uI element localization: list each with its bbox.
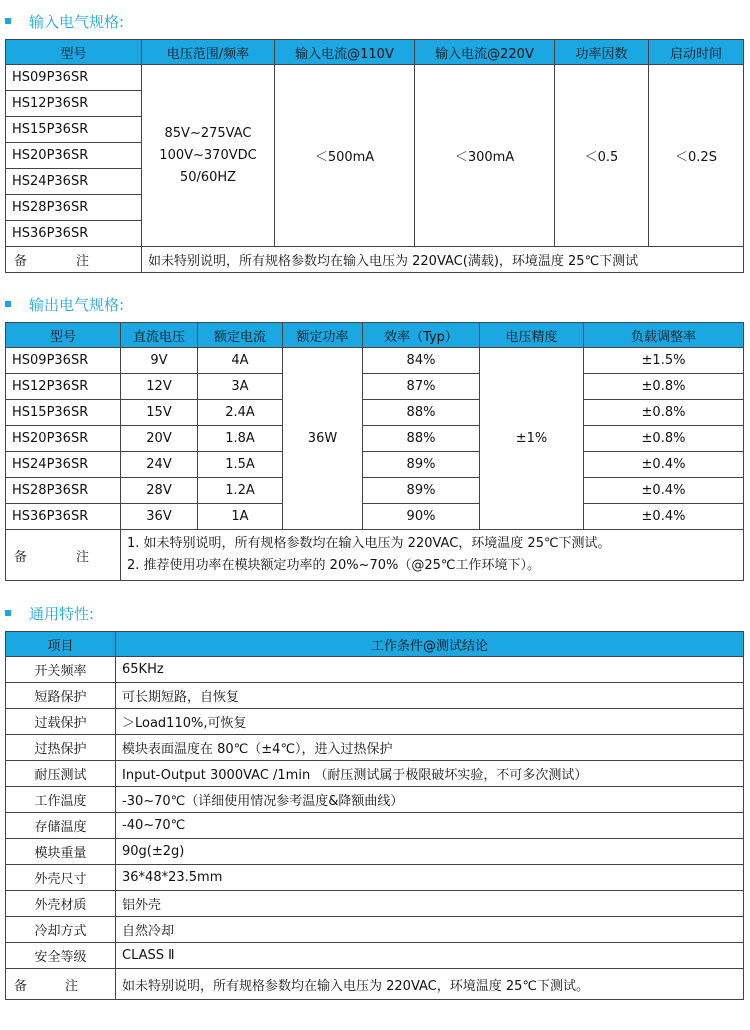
model-cell: HS09P36SR	[6, 65, 142, 91]
general-header-cell: 工作条件@测试结论	[116, 632, 744, 657]
section-bullet-icon	[5, 610, 11, 616]
model-cell: HS12P36SR	[6, 91, 142, 117]
rated-power-cell: 36W	[283, 348, 363, 530]
note-row	[6, 969, 744, 1000]
output-header-cell: 电压精度	[480, 323, 584, 348]
input-header-cell: 型号	[6, 40, 142, 65]
output-section-title: 输出电气规格:	[29, 295, 125, 314]
general-spec-table	[5, 631, 744, 1000]
table-row	[6, 478, 744, 504]
input-current-110-cell: ＜500mA	[275, 65, 415, 247]
note-label: 备注	[14, 978, 78, 994]
voltage-range-line: 100V~370VDC	[159, 147, 257, 163]
section-bullet-icon	[5, 301, 11, 307]
value-cell: -30~70℃（详细使用情况参考温度&降额曲线）	[116, 787, 744, 813]
efficiency-cell: 89%	[363, 452, 480, 478]
note-label: 备注	[14, 254, 89, 269]
load-regulation-cell: ±0.4%	[584, 478, 744, 504]
output-header-cell: 型号	[6, 323, 121, 348]
section-bullet-icon	[5, 18, 11, 24]
model-cell: HS24P36SR	[6, 169, 142, 195]
efficiency-cell: 89%	[363, 478, 480, 504]
input-header-row	[6, 40, 744, 65]
item-cell: 耐压测试	[6, 761, 116, 787]
efficiency-cell: 88%	[363, 426, 480, 452]
dc-voltage-cell: 36V	[121, 504, 198, 530]
item-cell: 外壳材质	[6, 891, 116, 917]
input-current-220-cell: ＜300mA	[415, 65, 555, 247]
table-row	[6, 374, 744, 400]
value-cell: 可长期短路，自恢复	[116, 683, 744, 709]
note-text: 如未特别说明，所有规格参数均在输入电压为 220VAC(满载)，环境温度 25℃下测试	[142, 247, 744, 273]
dc-voltage-cell: 15V	[121, 400, 198, 426]
efficiency-cell: 90%	[363, 504, 480, 530]
table-row	[6, 917, 744, 943]
load-regulation-cell: ±0.8%	[584, 426, 744, 452]
voltage-range-line: 85V~275VAC	[164, 125, 252, 141]
input-header-cell: 输入电流@220V	[415, 40, 555, 65]
general-header-row	[6, 632, 744, 657]
input-header-cell: 电压范围/频率	[142, 40, 275, 65]
note-text: 如未特别说明，所有规格参数均在输入电压为 220VAC，环境温度 25℃下测试。	[116, 969, 744, 1000]
model-cell: HS20P36SR	[6, 426, 121, 452]
general-header-cell: 项目	[6, 632, 116, 657]
note-text-cell	[121, 530, 744, 581]
dc-voltage-cell: 9V	[121, 348, 198, 374]
note-line: 1. 如未特别说明，所有规格参数均在输入电压为 220VAC，环境温度 25℃下测试。	[127, 536, 611, 551]
dc-voltage-cell: 12V	[121, 374, 198, 400]
value-cell: 铝外壳	[116, 891, 744, 917]
item-cell: 冷却方式	[6, 917, 116, 943]
rated-current-cell: 1.2A	[198, 478, 283, 504]
output-header-cell: 额定功率	[283, 323, 363, 348]
output-header-row	[6, 323, 744, 348]
input-section-heading	[5, 10, 124, 32]
item-cell: 过热保护	[6, 735, 116, 761]
load-regulation-cell: ±0.8%	[584, 374, 744, 400]
load-regulation-cell: ±0.8%	[584, 400, 744, 426]
item-cell: 外壳尺寸	[6, 865, 116, 891]
input-section-title: 输入电气规格:	[29, 12, 125, 31]
value-cell: -40~70℃	[116, 813, 744, 839]
rated-current-cell: 1A	[198, 504, 283, 530]
note-row	[6, 530, 744, 581]
table-row	[6, 683, 744, 709]
value-cell: 90g(±2g)	[116, 839, 744, 865]
note-label-cell	[6, 969, 116, 1000]
rated-current-cell: 3A	[198, 374, 283, 400]
note-line: 2. 推荐使用功率在模块额定功率的 20%~70%（@25℃工作环境下）。	[127, 558, 540, 573]
input-header-cell: 功率因数	[555, 40, 649, 65]
rated-current-cell: 2.4A	[198, 400, 283, 426]
rated-current-cell: 4A	[198, 348, 283, 374]
value-cell: 模块表面温度在 80℃（±4℃），进入过热保护	[116, 735, 744, 761]
efficiency-cell: 88%	[363, 400, 480, 426]
value-cell: 36*48*23.5mm	[116, 865, 744, 891]
table-row	[6, 839, 744, 865]
value-cell: Input-Output 3000VAC /1min （耐压测试属于极限破坏实验，不可多次测试）	[116, 761, 744, 787]
model-cell: HS28P36SR	[6, 195, 142, 221]
table-row	[6, 657, 744, 683]
output-section-heading	[5, 293, 124, 315]
model-cell: HS09P36SR	[6, 348, 121, 374]
note-label: 备注	[14, 549, 89, 565]
note-row	[6, 247, 744, 273]
note-label-cell	[6, 530, 121, 581]
output-header-cell: 额定电流	[198, 323, 283, 348]
load-regulation-cell: ±0.4%	[584, 452, 744, 478]
input-header-cell: 输入电流@110V	[275, 40, 415, 65]
voltage-accuracy-cell: ±1%	[480, 348, 584, 530]
note-label-cell	[6, 247, 142, 273]
item-cell: 过载保护	[6, 709, 116, 735]
rated-current-cell: 1.8A	[198, 426, 283, 452]
table-row	[6, 504, 744, 530]
output-header-cell: 直流电压	[121, 323, 198, 348]
item-cell: 短路保护	[6, 683, 116, 709]
table-row	[6, 426, 744, 452]
value-cell: CLASS Ⅱ	[116, 943, 744, 969]
input-spec-table	[5, 39, 744, 273]
value-cell: ＞Load110%,可恢复	[116, 709, 744, 735]
model-cell: HS36P36SR	[6, 504, 121, 530]
general-section-title: 通用特性:	[29, 604, 95, 623]
table-row	[6, 813, 744, 839]
model-cell: HS24P36SR	[6, 452, 121, 478]
model-cell: HS15P36SR	[6, 117, 142, 143]
table-row	[6, 709, 744, 735]
dc-voltage-cell: 28V	[121, 478, 198, 504]
rated-current-cell: 1.5A	[198, 452, 283, 478]
table-row	[6, 735, 744, 761]
startup-time-cell: ＜0.2S	[649, 65, 744, 247]
value-cell: 自然冷却	[116, 917, 744, 943]
power-factor-cell: ＜0.5	[555, 65, 649, 247]
model-cell: HS28P36SR	[6, 478, 121, 504]
output-header-cell: 负载调整率	[584, 323, 744, 348]
table-row	[6, 400, 744, 426]
table-row	[6, 65, 744, 91]
table-row	[6, 943, 744, 969]
item-cell: 模块重量	[6, 839, 116, 865]
table-row	[6, 787, 744, 813]
table-row	[6, 891, 744, 917]
load-regulation-cell: ±1.5%	[584, 348, 744, 374]
input-header-cell: 启动时间	[649, 40, 744, 65]
dc-voltage-cell: 24V	[121, 452, 198, 478]
model-cell: HS20P36SR	[6, 143, 142, 169]
model-cell: HS36P36SR	[6, 221, 142, 247]
table-row	[6, 761, 744, 787]
item-cell: 工作温度	[6, 787, 116, 813]
load-regulation-cell: ±0.4%	[584, 504, 744, 530]
table-row	[6, 452, 744, 478]
item-cell: 存储温度	[6, 813, 116, 839]
model-cell: HS12P36SR	[6, 374, 121, 400]
voltage-range-line: 50/60HZ	[179, 169, 237, 185]
general-section-heading	[5, 602, 94, 624]
table-row	[6, 348, 744, 374]
item-cell: 开关频率	[6, 657, 116, 683]
voltage-range-cell	[142, 65, 275, 247]
output-spec-table	[5, 322, 744, 581]
item-cell: 安全等级	[6, 943, 116, 969]
dc-voltage-cell: 20V	[121, 426, 198, 452]
efficiency-cell: 84%	[363, 348, 480, 374]
table-row	[6, 865, 744, 891]
value-cell: 65KHz	[116, 657, 744, 683]
output-header-cell: 效率（Typ）	[363, 323, 480, 348]
model-cell: HS15P36SR	[6, 400, 121, 426]
efficiency-cell: 87%	[363, 374, 480, 400]
